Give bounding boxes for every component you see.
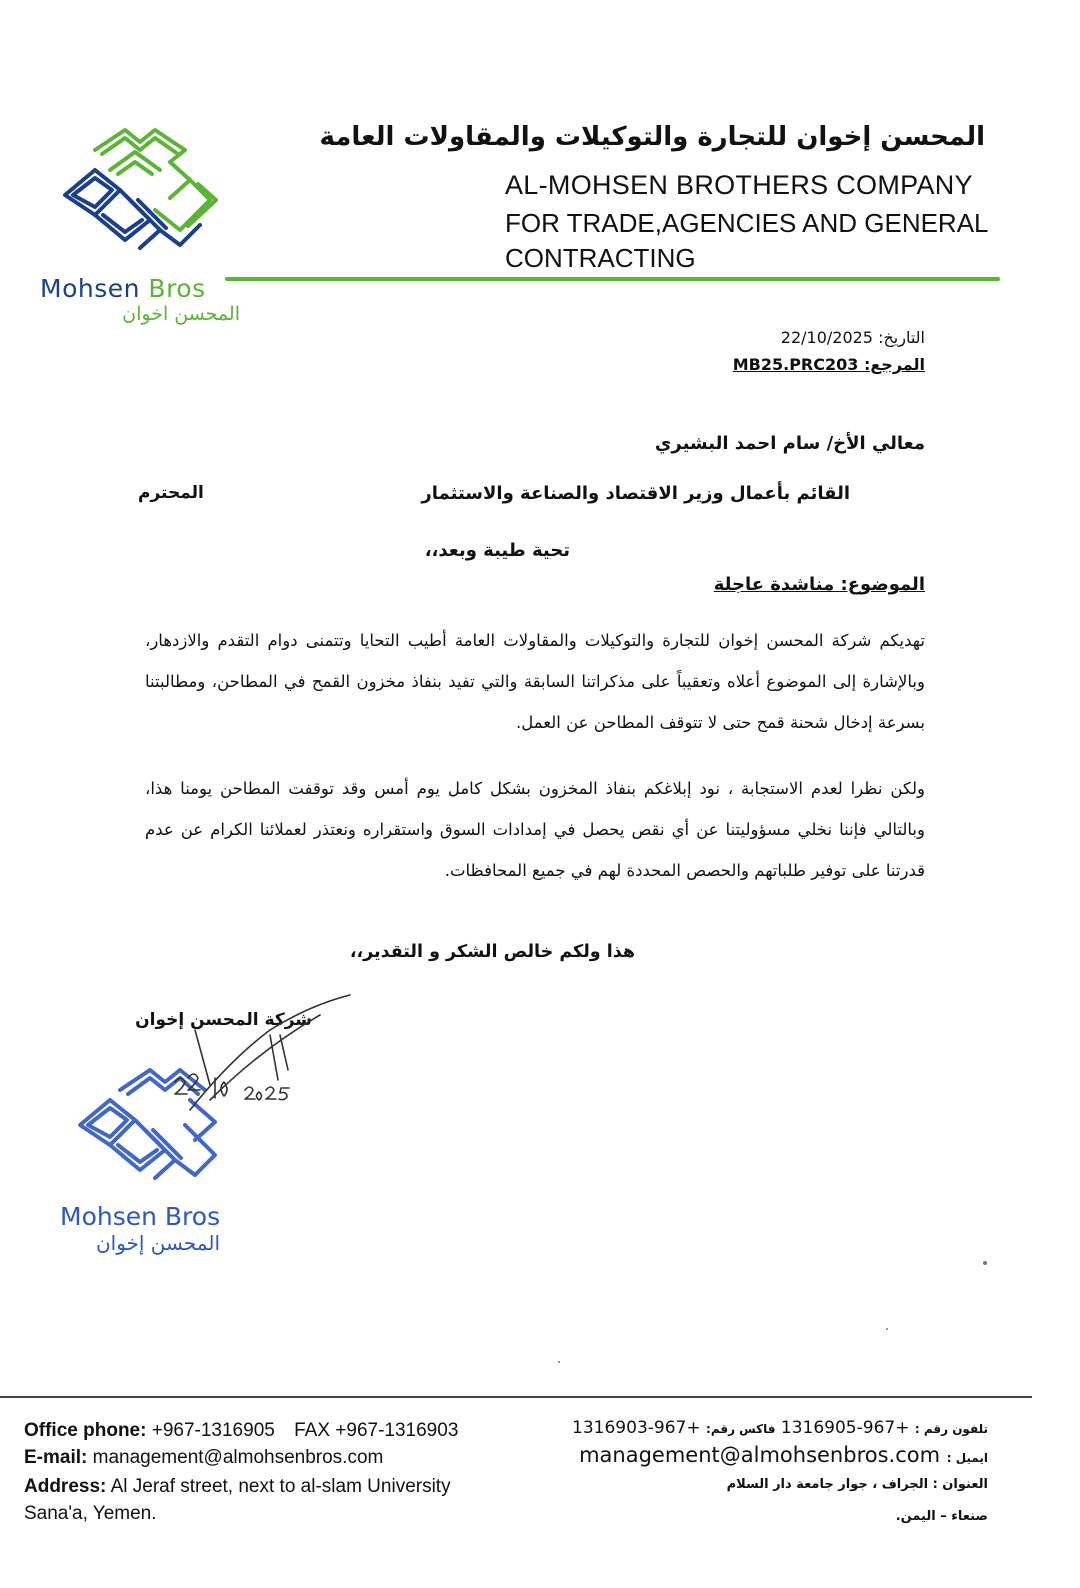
- reference-line: [733, 355, 925, 374]
- footer-address-en: [24, 1476, 451, 1498]
- header-divider: [225, 277, 1000, 281]
- stamp-name-ar: المحسن إخوان: [95, 1231, 220, 1255]
- scan-speck: [886, 1328, 888, 1330]
- footer-phone-ar: [572, 1418, 988, 1438]
- date-value: 22/10/2025: [780, 328, 873, 347]
- logo-name-en-part2: Bros: [148, 274, 206, 303]
- footer-phone-value: +967-1316905: [146, 1420, 275, 1441]
- date-line: [781, 328, 925, 347]
- footer-fax-label: FAX: [294, 1420, 331, 1441]
- closing-line: هذا ولكم خالص الشكر و التقدير،،: [349, 942, 635, 962]
- footer-email-label: E-mail:: [24, 1447, 88, 1468]
- footer-phone-label: Office phone:: [24, 1420, 147, 1441]
- footer-address-value: Al Jeraf street, next to al-slam University: [106, 1476, 451, 1497]
- company-name-en-line1: AL-MOHSEN BROTHERS COMPANY: [505, 170, 973, 200]
- logo-name-ar: المحسن اخوان: [122, 303, 240, 325]
- body-paragraph-1: تهديكم شركة المحسن إخوان للتجارة والتوكيلات والمقاولات العامة أطيب التحايا وتتمنى دوام التقدم والازدهار، وبالإشارة إلى الموضوع أعلاه وتعقيباً على مذكراتنا السابقة والتي تفيد بنفاذ مخزون القمح في المطاحن، ومطالبتنا بسرعة إدخال شحنة قمح حتى لا تتوقف المطاحن عن العمل.: [145, 631, 925, 732]
- footer-email-en: [24, 1447, 383, 1469]
- footer-ar-phone-value: +967-1316905: [780, 1418, 910, 1438]
- footer-fax-value: +967-1316903: [330, 1420, 459, 1441]
- respected-honorific: المحترم: [138, 483, 204, 503]
- footer-address-label: Address:: [24, 1476, 107, 1497]
- logo-name-en: [40, 274, 240, 303]
- addressee-title: القائم بأعمال وزير الاقتصاد والصناعة والاستثمار: [421, 483, 850, 504]
- addressee: معالي الأخ/ سام احمد البشيري: [654, 433, 925, 454]
- company-logo: [40, 120, 240, 330]
- company-name-en-line2: FOR TRADE,AGENCIES AND GENERAL: [505, 208, 989, 238]
- footer-address-line2-en: Sana'a, Yemen.: [24, 1503, 157, 1524]
- handwritten-signature: [150, 990, 370, 1120]
- logo-name-en-part1: Mohsen: [40, 274, 140, 303]
- footer-email-ar: [579, 1443, 988, 1467]
- logo-mark-icon: [40, 120, 240, 270]
- reference-value: MB25.PRC203: [732, 355, 859, 374]
- company-name-en-line3: CONTRACTING: [505, 243, 696, 273]
- subject-line: الموضوع: مناشدة عاجلة: [713, 574, 925, 595]
- body-paragraph-2: ولكن نظرا لعدم الاستجابة ، نود إبلاغكم بنفاذ المخزون بشكل كامل يوم أمس وقد توقفت المطاحن يومنا هذا، وبالتالي فإننا نخلي مسؤوليتنا عن أي نقص يحصل في إمدادات السوق واستقراره ونعتذر لعملائنا الكرام عن عدم قدرتنا على توفير طلباتهم والحصص المحددة لهم في جميع المحافظات.: [145, 779, 925, 880]
- footer-phone-en: [24, 1420, 458, 1442]
- signature-scribble: [150, 990, 370, 1120]
- signatory-name: شركة المحسن إخوان: [135, 1010, 312, 1030]
- scan-speck: [558, 1361, 560, 1363]
- reference-label: المرجع:: [863, 355, 925, 374]
- footer-ar-email-value: management@almohsenbros.com: [579, 1443, 941, 1467]
- footer-ar-email-label: ايميل :: [946, 1451, 988, 1465]
- company-name-ar: المحسن إخوان للتجارة والتوكيلات والمقاولات العامة: [319, 122, 985, 152]
- greeting: تحية طيبة وبعد،،: [424, 540, 570, 561]
- scan-speck: [983, 1261, 987, 1265]
- footer-ar-fax-value: +967-1316903: [572, 1418, 701, 1438]
- date-label: التاريخ:: [878, 328, 925, 347]
- footer-email-value: management@almohsenbros.com: [87, 1447, 384, 1468]
- footer-divider: [0, 1396, 1032, 1398]
- footer-ar-fax-label: فاكس رقم:: [706, 1422, 776, 1436]
- stamp-name-en: Mohsen Bros: [60, 1202, 221, 1231]
- footer-address-ar: العنوان : الجراف ، جوار جامعة دار السلام: [726, 1477, 988, 1492]
- footer-ar-phone-label: تلفون رقم :: [914, 1422, 988, 1436]
- footer-city-ar: صنعاء – اليمن.: [895, 1509, 988, 1524]
